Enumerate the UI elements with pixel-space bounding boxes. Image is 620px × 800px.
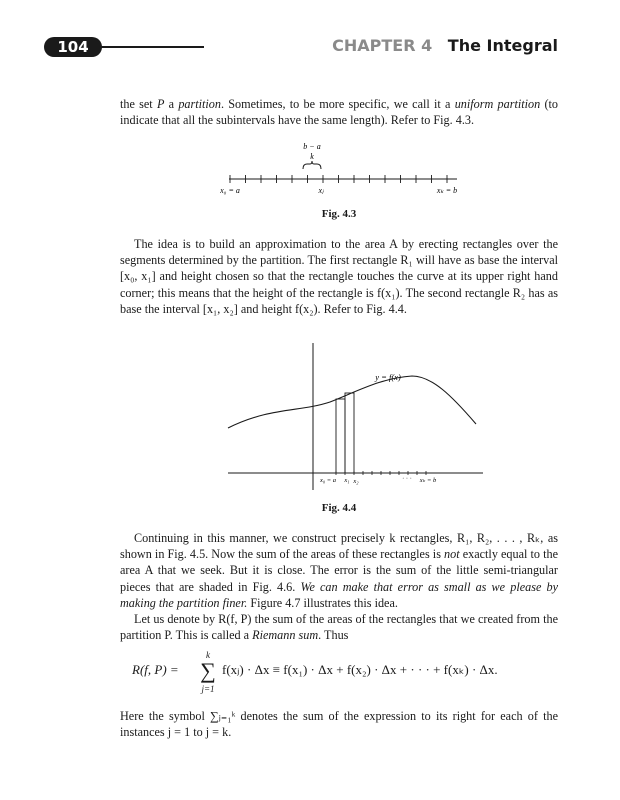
paragraph-1-text bbox=[120, 96, 558, 128]
fig43-right-label: xₖ = b bbox=[436, 186, 458, 195]
figure-4-4 bbox=[200, 340, 490, 500]
paragraph-2-text: The idea is to build an approximation to the area A by erecting rectangles over the segments determined by the partition. The first rectangle R₁ will have as base the interval [x₀, x₁] and height chosen so that the rectangle touches the curve at its upper right hand corner; this means that the height of the rectangle is f(x₁). The second rectangle R₂ has as base the interval [x₁, x₂] and height f(x₂). Refer to Fig. 4.4. bbox=[120, 237, 558, 316]
page-number: 104 bbox=[44, 37, 102, 57]
paragraph-3-text bbox=[120, 530, 558, 611]
fig44-rectangle-1 bbox=[336, 399, 345, 473]
formula-rhs: f(xⱼ) · Δx ≡ f(x₁) · Δx + f(x₂) · Δx + · · · + f(xₖ) · Δx. bbox=[222, 662, 498, 677]
formula-summation bbox=[196, 650, 220, 694]
fig43-brace-top-label: b − a bbox=[303, 142, 321, 151]
fig44-x2-label: x₂ bbox=[353, 478, 359, 485]
chapter-heading bbox=[332, 36, 558, 55]
p4-text-a: Let us denote by R(f, P) the sum of the areas of the rectangles that we created from the partition P. This is called a bbox=[120, 612, 558, 643]
paragraph-2 bbox=[120, 236, 558, 317]
p3-italic-sentence: We can make that error as small as we please by making the partition finer. bbox=[120, 579, 558, 610]
fig44-x1-label: x₁ bbox=[344, 477, 350, 484]
page-header bbox=[0, 0, 620, 70]
figure-4-3 bbox=[210, 138, 480, 208]
formula-lhs: R(f, P) = bbox=[132, 662, 179, 677]
p4-riemann-term: Riemann sum bbox=[252, 628, 319, 643]
p1-partition-term: partition bbox=[178, 97, 221, 111]
formula-sigma: ∑ bbox=[200, 658, 216, 683]
fig44-curve bbox=[228, 376, 476, 428]
chapter-title: The Integral bbox=[447, 36, 558, 55]
fig43-brace bbox=[303, 161, 321, 169]
formula-upper-limit: k bbox=[206, 650, 210, 660]
p3-text-c: Figure 4.7 illustrates this idea. bbox=[247, 595, 398, 610]
fig43-brace-bottom-label: k bbox=[310, 152, 314, 161]
p1-text-d: (to indicate that all the subintervals have the same length). Refer to Fig. 4.3. bbox=[120, 97, 558, 128]
p1-text-b: a bbox=[164, 97, 179, 111]
fig43-mid-label: xⱼ bbox=[318, 186, 324, 195]
chapter-label: CHAPTER 4 bbox=[332, 36, 433, 55]
p3-text-a: Continuing in this manner, we construct precisely k rectangles, R₁, R₂, . . . , Rₖ, as shown in Fig. 4.5. Now the sum of the areas of these rectangles is bbox=[120, 531, 558, 562]
fig44-xk-label: xₖ = b bbox=[419, 477, 437, 484]
p4-text-b: . Thus bbox=[318, 628, 349, 643]
p3-text-b: exactly equal to the area A that we seek. But it is close. The error is the sum of the little semi-triangular pieces that are shaded in Fig. 4.6. bbox=[120, 547, 558, 594]
paragraph-3 bbox=[120, 530, 558, 643]
fig44-caption: Fig. 4.4 bbox=[321, 502, 357, 514]
fig43-left-label: x₀ = a bbox=[220, 186, 240, 195]
fig44-curve-label: y = f(x) bbox=[375, 372, 401, 382]
paragraph-5 bbox=[120, 708, 558, 740]
paragraph-5-text: Here the symbol ∑ⱼ₌₁ᵏ denotes the sum of the expression to its right for each of the instances j = 1 to j = k. bbox=[120, 709, 558, 740]
header-rule bbox=[100, 46, 204, 48]
p1-text-c: . Sometimes, to be more specific, we call it a bbox=[220, 97, 455, 111]
fig43-caption: Fig. 4.3 bbox=[321, 208, 357, 220]
fig44-rectangle-2 bbox=[345, 393, 354, 473]
fig44-dots-label: · · · bbox=[402, 475, 412, 482]
fig44-x0-label: x₀ = a bbox=[319, 477, 337, 484]
p1-uniform-term: uniform partition bbox=[454, 97, 541, 111]
p1-set-symbol: P bbox=[156, 97, 165, 111]
riemann-sum-formula bbox=[120, 648, 558, 694]
p1-text-a: the set bbox=[120, 97, 157, 111]
p3-not-word: not bbox=[444, 547, 460, 562]
paragraph-1 bbox=[120, 96, 558, 128]
paragraph-4-text bbox=[120, 611, 558, 643]
formula-lower-limit: j=1 bbox=[201, 684, 215, 694]
